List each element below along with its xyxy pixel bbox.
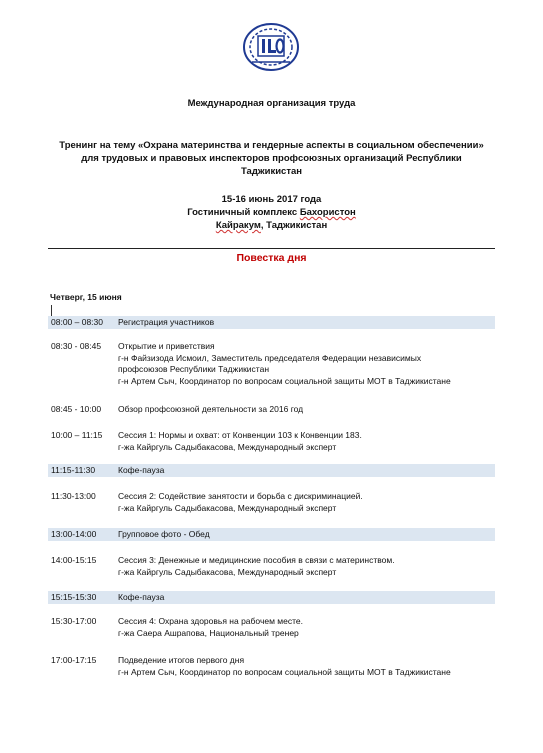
schedule-description — [118, 616, 303, 639]
schedule-description — [118, 555, 395, 578]
schedule-line: г-н Артем Сыч, Координатор по вопросам социальной защиты МОТ в Таджикистане — [118, 666, 451, 677]
schedule-row — [48, 316, 495, 329]
schedule-line: г-жа Кайргуль Садыбакасова, Международный эксперт — [118, 502, 337, 513]
schedule-line: Подведение итогов первого дня — [118, 655, 245, 665]
schedule-line: профсоюзов Республики Таджикистан — [118, 364, 270, 374]
schedule-line: г-жа Кайргуль Садыбакасова, Международный эксперт — [118, 566, 337, 577]
schedule-description — [118, 591, 164, 604]
day-label: Четверг, 15 июня — [50, 292, 122, 302]
header-divider — [48, 248, 495, 249]
schedule-line: Сессия 2: Содействие занятости и борьба с дискриминацией. — [118, 491, 363, 501]
venue-name: Бахористон — [299, 207, 356, 218]
ilo-emblem-icon — [242, 22, 300, 72]
schedule-time: 08:45 - 10:00 — [51, 404, 102, 414]
country-suffix: , Таджикистан — [260, 220, 328, 231]
schedule-row — [48, 464, 495, 477]
schedule-time: 15:30-17:00 — [51, 616, 97, 626]
agenda-title: Повестка дня — [236, 252, 307, 264]
schedule-time: 14:00-15:15 — [51, 555, 97, 565]
event-venue — [0, 206, 543, 219]
schedule-description — [118, 341, 451, 387]
event-location — [0, 219, 543, 232]
schedule-line: Сессия 4: Охрана здоровья на рабочем месте. — [118, 616, 304, 626]
schedule-description — [118, 404, 303, 416]
event-dates: 15-16 июнь 2017 года — [221, 194, 322, 205]
schedule-line: Групповое фото - Обед — [118, 529, 210, 539]
schedule-time: 17:00-17:15 — [51, 655, 97, 665]
schedule-time: 08:00 – 08:30 — [51, 317, 103, 327]
schedule-line: г-н Артем Сыч, Координатор по вопросам социальной защиты МОТ в Таджикистане — [118, 375, 451, 386]
schedule-time: 11:15-11:30 — [51, 465, 96, 475]
schedule-row — [48, 591, 495, 604]
title-line: Таджикистан — [240, 166, 302, 177]
schedule-time: 11:30-13:00 — [51, 491, 96, 501]
schedule-time: 08:30 - 08:45 — [51, 341, 102, 351]
title-line: Тренинг на тему «Охрана материнства и гендерные аспекты в социальном обеспечении» — [59, 140, 484, 151]
schedule-line: г-н Файзизода Исмоил, Заместитель председателя Федерации независимых — [118, 352, 422, 363]
schedule-line: г-жа Саера Ашрапова, Национальный тренер — [118, 627, 299, 638]
organization-name: Международная организация труда — [187, 98, 356, 109]
schedule-line: г-жа Кайргуль Садыбакасова, Международный эксперт — [118, 441, 337, 452]
training-title — [40, 139, 503, 178]
schedule-time: 13:00-14:00 — [51, 529, 97, 539]
schedule-time: 10:00 – 11:15 — [51, 430, 103, 440]
schedule-description — [118, 528, 210, 541]
schedule-description — [118, 430, 362, 453]
schedule-line: Кофе-пауза — [118, 592, 165, 602]
schedule-line: Кофе-пауза — [118, 465, 165, 475]
schedule-line: Сессия 3: Денежные и медицинские пособия в связи с материнством. — [118, 555, 395, 565]
schedule-description — [118, 464, 164, 477]
title-line: для трудовых и правовых инспекторов профсоюзных организаций Республики — [81, 153, 462, 164]
schedule-row — [48, 528, 495, 541]
schedule-line: Открытие и приветствия — [118, 341, 215, 351]
schedule-description — [118, 316, 214, 329]
schedule-line: Обзор профсоюзной деятельности за 2016 год — [118, 404, 304, 414]
schedule-line: Регистрация участников — [118, 317, 215, 327]
city-name: Кайракум — [215, 220, 261, 231]
schedule-time: 15:15-15:30 — [51, 592, 97, 602]
schedule-description — [118, 491, 363, 514]
schedule-line: Сессия 1: Нормы и охват: от Конвенции 103 к Конвенции 183. — [118, 430, 362, 440]
schedule-description — [118, 655, 451, 678]
event-details — [0, 193, 543, 232]
venue-prefix: Гостиничный комплекс — [187, 207, 300, 218]
